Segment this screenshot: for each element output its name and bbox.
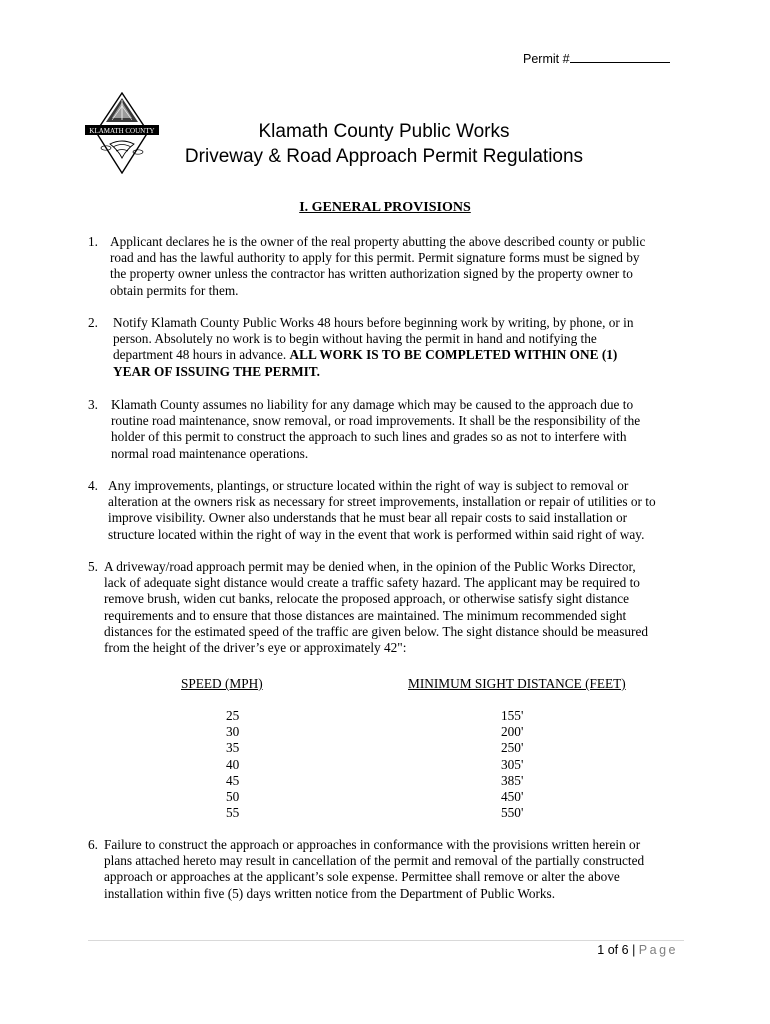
provision-line: plans attached hereto may result in cancellation of the permit and removal of the partially constructed [104,853,645,869]
provision-line: Any improvements, plantings, or structure located within the right of way is subject to removal or [108,478,629,493]
provision-line: lack of adequate sight distance would create a traffic safety hazard. The applicant may be required to [104,575,640,591]
provision-number: 4. [88,478,98,493]
permit-number-field [523,50,670,66]
page-footer [597,943,678,957]
distance-cell: 250' [501,740,524,756]
document-title [150,119,618,169]
title-line-2: Driveway & Road Approach Permit Regulations [184,146,584,167]
provision-line: from the height of the driver’s eye or approximately 42": [104,640,407,656]
permit-number-label: Permit # [523,52,570,66]
provision-line: holder of this permit to construct the approach to such lines and grades so as not to interfere with [111,429,627,445]
completion-requirement-bold: ALL WORK IS TO BE COMPLETED WITHIN ONE (1) [289,347,618,363]
provision-5 [88,559,648,656]
distance-column [501,708,523,821]
footer-divider [88,940,684,941]
provision-line: the property owner unless the contractor has written authorization signed by the property owner to [110,266,633,282]
provision-line: Klamath County assumes no liability for any damage which may be caused to the approach due to [111,397,634,412]
distance-cell: 450' [501,789,524,805]
provision-line: normal road maintenance operations. [111,445,309,461]
page-separator: | [632,943,636,957]
provision-line [113,364,634,380]
provision-6 [88,837,644,902]
provision-line: requirements and to ensure that those distances are maintained. The minimum recommended sight [104,607,627,623]
provision-3 [88,397,640,462]
provision-text: department 48 hours in advance. [113,347,290,363]
provision-4 [88,478,656,543]
provision-number: 3. [88,397,98,412]
speed-cell: 40 [226,756,240,772]
provision-number: 2. [88,315,98,330]
provision-line: distances for the estimated speed of the traffic are given below. The sight distance should be measured [104,623,649,639]
provision-number: 5. [88,559,98,574]
speed-column [226,708,239,821]
provision-line: A driveway/road approach permit may be denied when, in the opinion of the Public Works Director, [104,559,636,574]
provision-1 [88,234,645,299]
speed-cell: 30 [226,724,240,740]
provision-line [113,347,634,363]
provision-line: installation within five (5) days written notice from the Department of Public Works. [104,885,556,901]
speed-cell: 55 [226,805,240,821]
provision-line: improve visibility. Owner also understands that he must bear all repair costs to said installation or [108,510,628,526]
page-count: 1 of 6 [597,943,629,957]
provision-line: person. Absolutely no work is to begin without having the permit in hand and notifying the [113,331,597,347]
title-line-1: Klamath County Public Works [258,121,510,142]
distance-cell: 155' [501,708,524,723]
provision-line: obtain permits for them. [110,282,239,298]
provision-line: Applicant declares he is the owner of the real property abutting the above described county or public [110,234,646,249]
provision-line: routine road maintenance, snow removal, or road improvements. It shall be the responsibility of the [111,413,641,429]
distance-cell: 200' [501,724,524,740]
speed-cell: 25 [226,708,240,723]
distance-cell: 305' [501,756,524,772]
provision-line: remove brush, widen cut banks, relocate the proposed approach, or otherwise satisfy sight distance [104,591,630,607]
provision-line: approach or approaches at the applicant’s sole expense. Permittee shall remove or alter the above [104,869,620,885]
provision-line: Notify Klamath County Public Works 48 hours before beginning work by writing, by phone, or in [113,315,634,330]
provision-line: road and has the lawful authority to apply for this permit. Permit signature forms must be signed by [110,250,640,266]
permit-number-blank [570,50,670,63]
completion-requirement-bold: YEAR OF ISSUING THE PERMIT. [113,363,320,379]
section-heading [0,200,770,216]
page-label: Page [638,943,678,957]
speed-cell: 50 [226,789,240,805]
distance-column-header: MINIMUM SIGHT DISTANCE (FEET) [408,676,626,691]
distance-cell: 385' [501,772,524,788]
speed-cell: 45 [226,772,240,788]
provision-2 [88,315,634,380]
provision-line: structure located within the right of way in the event that work is performed within said right of way. [108,526,645,542]
provision-number: 6. [88,837,98,852]
speed-cell: 35 [226,740,240,756]
provision-line: Failure to construct the approach or approaches in conformance with the provisions written herein or [104,837,641,852]
section-heading-text: I. GENERAL PROVISIONS [299,200,471,215]
provision-number: 1. [88,234,98,249]
distance-cell: 550' [501,805,524,821]
speed-column-header: SPEED (MPH) [181,676,263,691]
logo-banner-text: KLAMATH COUNTY [89,126,155,135]
provision-line: alteration at the owners risk as necessary for street improvements, installation or repair of utilities or to [108,494,656,510]
